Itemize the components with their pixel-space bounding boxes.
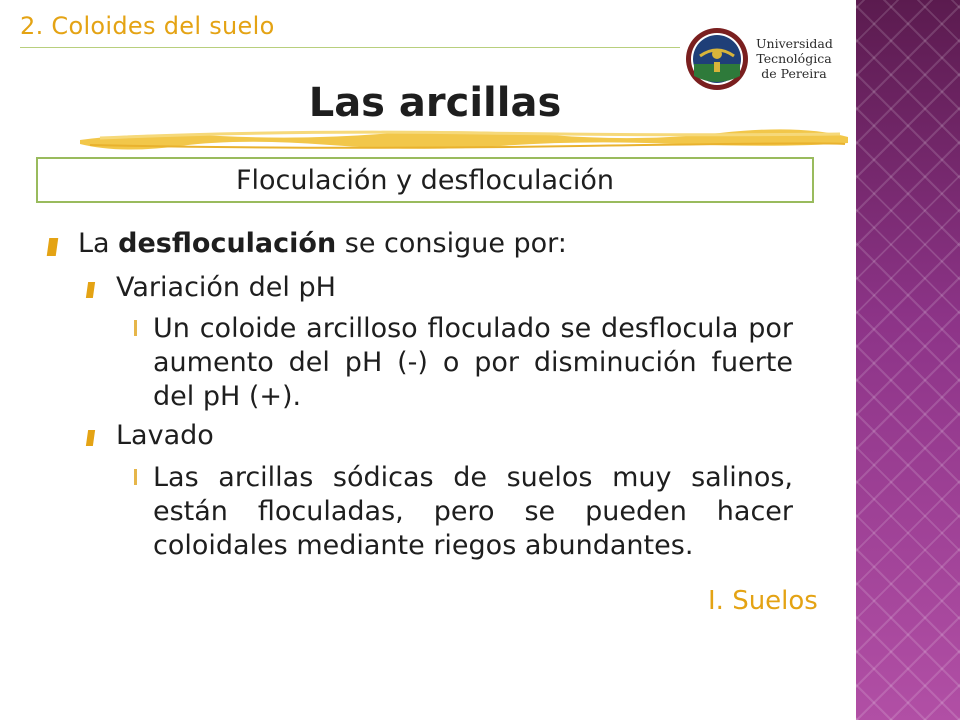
bullet-level3-icon — [134, 320, 137, 336]
bullet-level3-icon — [134, 469, 137, 485]
logo-text-line2: Tecnológica — [756, 51, 832, 66]
bullet-item-ph: Variación del pH — [116, 272, 336, 303]
bullet-detail-ph: Un coloide arcilloso floculado se desflocula por aumento del pH (-) o por disminución fuerte del pH (+). — [153, 313, 793, 412]
bullet-level1-icon — [47, 238, 59, 256]
bullet-detail-lavado: Las arcillas sódicas de suelos muy salinos, están floculadas, pero se pueden hacer coloidales mediante riegos abundantes. — [153, 462, 793, 561]
slide-title: Las arcillas — [308, 80, 562, 126]
logo-text-line1: Universidad — [756, 36, 833, 51]
logo-text-line3: de Pereira — [761, 66, 827, 81]
bullet-intro-suffix: se consigue por: — [336, 228, 567, 259]
decorative-side-panel — [856, 0, 960, 720]
footer-label: I. Suelos — [708, 586, 818, 616]
slide-subtitle: Floculación y desfloculación — [236, 164, 614, 196]
bullet-intro-bold: desfloculación — [118, 228, 337, 259]
bullet-item-lavado: Lavado — [116, 420, 214, 451]
bullet-level2-icon — [86, 282, 95, 298]
bullet-level2-icon — [86, 430, 95, 446]
bullet-intro — [78, 228, 567, 259]
bullet-intro-prefix: La — [78, 228, 119, 259]
section-title: 2. Coloides del suelo — [20, 12, 275, 40]
